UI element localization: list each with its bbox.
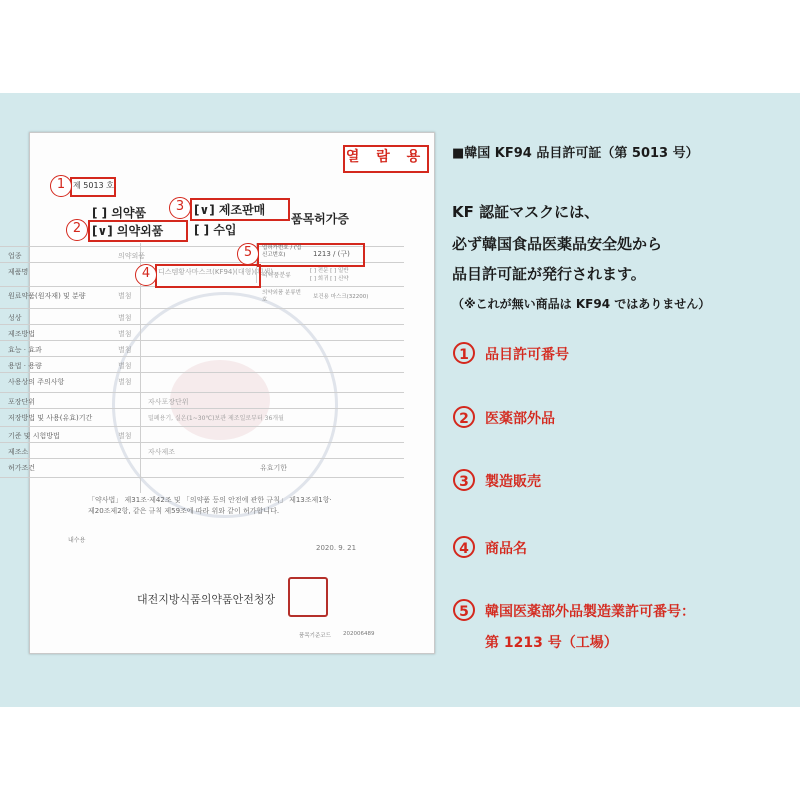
callout-marker-3: 3 xyxy=(169,197,191,219)
legend-text: 商品名 xyxy=(485,541,527,557)
category-label: 의약품분류 xyxy=(262,272,291,279)
class-value: 보건용 마스크(32200) xyxy=(313,294,369,300)
issue-date: 2020. 9. 21 xyxy=(316,544,357,552)
table-row: 제조방법 별첨 xyxy=(0,324,404,341)
table-row: 업종 의약외품 xyxy=(0,246,404,263)
table-row: 기준 및 시험방법 별첨 xyxy=(0,426,404,443)
panel-title: ■韓国 KF94 品目許可証（第 5013 号） xyxy=(452,146,699,161)
legend-item-5-detail: 第 1213 号（工場） xyxy=(485,635,618,651)
number-circle-icon: 3 xyxy=(453,469,475,491)
table-row: 제품명 디스템황사마스크(KF94)(대형)(흰색) xyxy=(0,262,404,287)
category-value-2: [ ] 희귀 [ ] 신약 xyxy=(310,276,349,282)
official-seal xyxy=(288,577,328,617)
panel-note: （※これが無い商品は KF94 ではありません） xyxy=(452,297,711,311)
panel-line-3: 品目許可証が発行されます。 xyxy=(452,265,646,283)
number-circle-icon: 2 xyxy=(453,406,475,428)
table-row: 저장방법 및 사용(유효)기간 밀폐용기, 실온(1~30℃)보관 제조일로부터 36개월 xyxy=(0,408,404,427)
legal-text-1: 「약사법」 제31조·제42조 및 「의약품 등의 안전에 관한 규칙」 제13조제1항· xyxy=(88,496,332,504)
callout-marker-4: 4 xyxy=(135,264,157,286)
number-circle-icon: 5 xyxy=(453,599,475,621)
table-row: 제조소 자사제조 xyxy=(0,442,404,459)
panel-line-2: 必ず韓国食品医薬品安全処から xyxy=(452,235,663,253)
checkbox-import: [ ] 수입 xyxy=(194,223,237,237)
document-title: 품목허가증 xyxy=(291,212,349,226)
license-value: 1213 / (구) xyxy=(313,250,350,258)
legend-text: 品目許可番号 xyxy=(485,347,569,363)
table-row: 효능 · 효과 별첨 xyxy=(0,340,404,357)
panel-line-1: KF 認証マスクには、 xyxy=(452,203,600,221)
category-value: [ ] 전문 [ ] 일반 xyxy=(310,268,349,274)
legend-text: 韓国医薬部外品製造業許可番号： xyxy=(485,604,695,620)
footer-code-label: 품목기준코드 xyxy=(299,633,331,639)
checkbox-quasi-drug: [∨] 의약외품 xyxy=(92,224,164,238)
class-label: 의약외품 분류번호 xyxy=(262,290,301,303)
table-row: 원료약품(원자재) 및 분량 별첨 xyxy=(0,286,404,309)
checkbox-pharmaceutical: [ ] 의약품 xyxy=(92,206,147,220)
table-row: 허가조건 유효기한 xyxy=(0,458,404,478)
table-row: 포장단위 자사포장단위 xyxy=(0,392,404,409)
permit-number: 제 5013 호 xyxy=(73,181,114,190)
callout-marker-2: 2 xyxy=(66,219,88,241)
number-circle-icon: 4 xyxy=(453,536,475,558)
license-label: 업허가번호 / (업신고번호) xyxy=(262,245,302,258)
table-row: 용법 · 용량 별첨 xyxy=(0,356,404,373)
number-circle-icon: 1 xyxy=(453,342,475,364)
issuer-name: 대전지방식품의약품안전청장 xyxy=(137,593,276,606)
usage-note: 내수용 xyxy=(68,537,86,544)
table-row: 성상 별첨 xyxy=(0,308,404,325)
legal-text-2: 제20조제2항, 같은 규칙 제59조에 따라 위와 같이 허가합니다. xyxy=(88,507,280,515)
table-row: 사용상의 주의사항 별첨 xyxy=(0,372,404,393)
viewing-copy-stamp: 열 람 용 xyxy=(343,145,429,173)
callout-marker-5: 5 xyxy=(237,243,259,265)
footer-code-value: 202006489 xyxy=(343,631,375,637)
callout-box-4 xyxy=(155,264,261,288)
callout-marker-1: 1 xyxy=(50,175,72,197)
legend-text: 医薬部外品 xyxy=(485,411,555,427)
legend-text: 製造販売 xyxy=(485,474,541,490)
checkbox-manufacture-sale: [∨] 제조판매 xyxy=(194,203,266,217)
